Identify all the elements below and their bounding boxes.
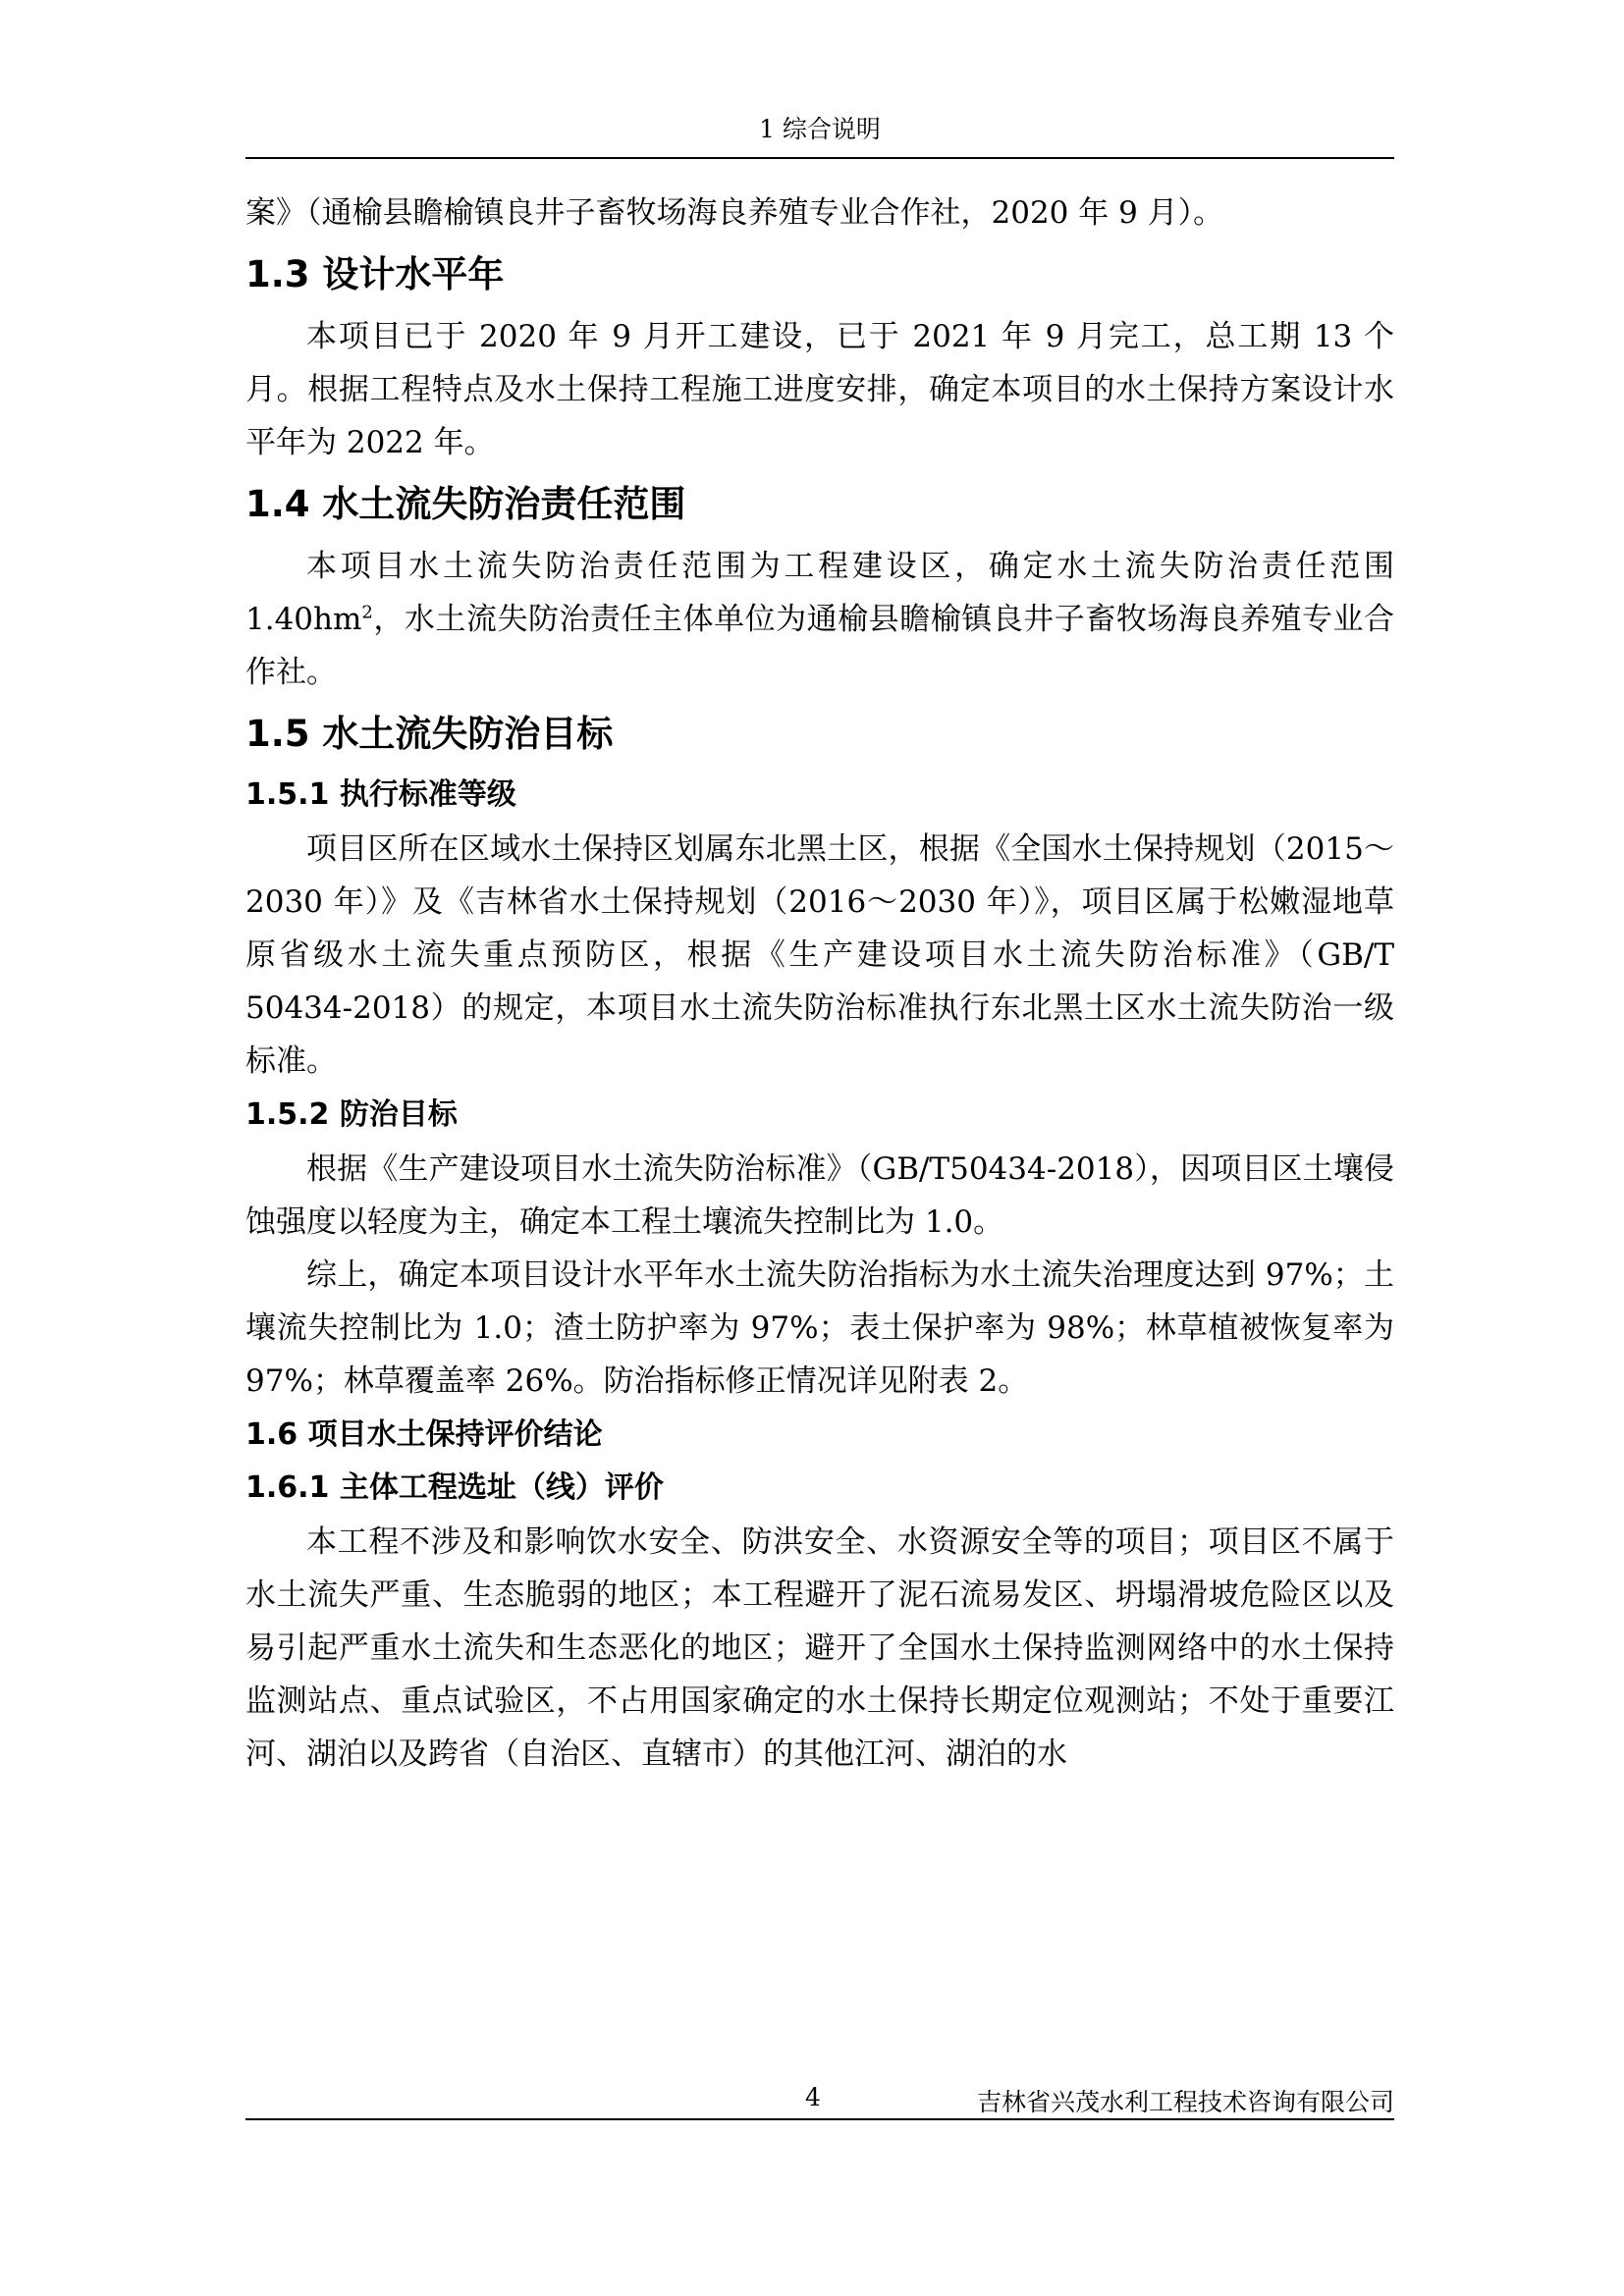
- heading-1-4: 1.4 水土流失防治责任范围: [245, 483, 686, 525]
- footer-rule: [245, 2118, 1394, 2120]
- paragraph-1-3: 本项目已于 2020 年 9 月开工建设，已于 2021 年 9 月完工，总工期 13 个月。根据工程特点及水土保持工程施工进度安排，确定本项目的水土保持方案设计水平年为 2022 年。: [245, 319, 1394, 460]
- page-number: 4: [805, 2083, 821, 2111]
- paragraph-1-4-part-b: ，水土流失防治责任主体单位为通榆县瞻榆镇良井子畜牧场海良养殖专业合作社。: [245, 602, 1394, 690]
- heading-1-3: 1.3 设计水平年: [245, 253, 505, 295]
- footer-organization: 吉林省兴茂水利工程技术咨询有限公司: [976, 2088, 1394, 2116]
- heading-1-5-1: 1.5.1 执行标准等级: [245, 777, 516, 812]
- paragraph-1-5-2-b: 综上，确定本项目设计水平年水土流失防治指标为水土流失治理度达到 97%；土壤流失控制比为 1.0；渣土防护率为 97%；表土保护率为 98%；林草植被恢复率为 97%；林草覆盖率 26%。防治指标修正情况详见附表 2。: [245, 1257, 1394, 1399]
- paragraph-1-4-part-a: 本项目水土流失防治责任范围为工程建设区，确定水土流失防治责任范围 1.40hm: [245, 549, 1394, 637]
- heading-1-5: 1.5 水土流失防治目标: [245, 713, 614, 755]
- heading-1-6-1: 1.6.1 主体工程选址（线）评价: [245, 1470, 664, 1505]
- paragraph-1-4: [245, 540, 1394, 699]
- paragraph-continuation: 案》（通榆县瞻榆镇良井子畜牧场海良养殖专业合作社，2020 年 9 月）。: [245, 195, 1224, 231]
- superscript-2: 2: [361, 602, 373, 623]
- paragraph-1-5-1: 项目区所在区域水土保持区划属东北黑土区，根据《全国水土保持规划（2015～2030 年）》及《吉林省水土保持规划（2016～2030 年）》，项目区属于松嫩湿地草原省级水土流失重点预防区，根据《生产建设项目水土流失防治标准》（GB/T 50434-2018）的规定，本项目水土流失防治标准执行东北黑土区水土流失防治一级标准。: [245, 831, 1394, 1079]
- heading-1-5-2: 1.5.2 防治目标: [245, 1097, 458, 1132]
- page-header: [245, 110, 1394, 159]
- paragraph-1-5-2-a: 根据《生产建设项目水土流失防治标准》（GB/T50434-2018），因项目区土壤侵蚀强度以轻度为主，确定本工程土壤流失控制比为 1.0。: [245, 1151, 1394, 1240]
- header-title: 1 综合说明: [759, 115, 881, 143]
- document-body: [245, 187, 1394, 1781]
- paragraph-1-6-1: 本工程不涉及和影响饮水安全、防洪安全、水资源安全等的项目；项目区不属于水土流失严重、生态脆弱的地区；本工程避开了泥石流易发区、坍塌滑坡危险区以及易引起严重水土流失和生态恶化的地区；避开了全国水土保持监测网络中的水土保持监测站点、重点试验区，不占用国家确定的水土保持长期定位观测站；不处于重要江河、湖泊以及跨省（自治区、直辖市）的其他江河、湖泊的水: [245, 1524, 1394, 1772]
- heading-1-6: 1.6 项目水土保持评价结论: [245, 1417, 603, 1452]
